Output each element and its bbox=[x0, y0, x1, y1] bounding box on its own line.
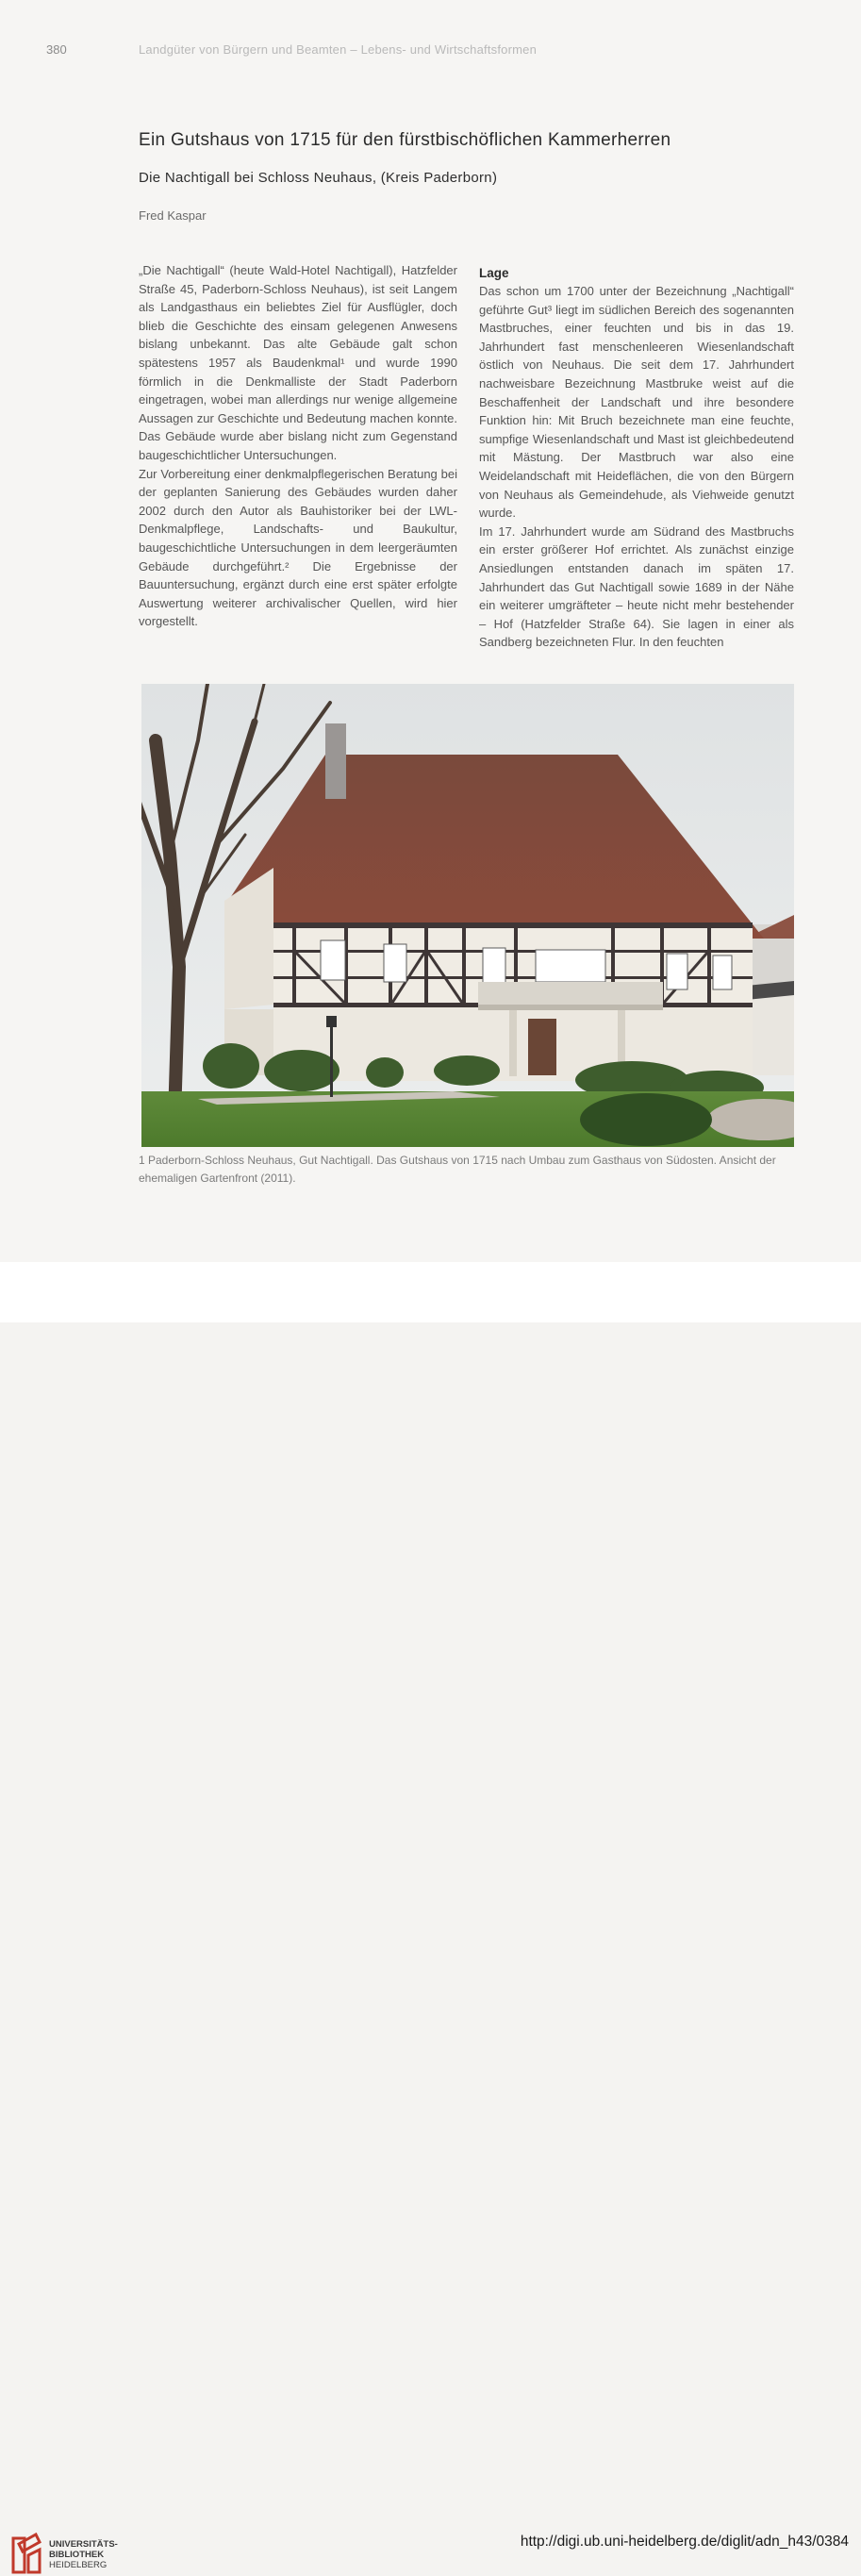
paragraph: Das schon um 1700 unter der Bezeichnung „Nachtigall“ geführte Gut³ liegt im südlichen Bereich des sogenannten Mastbruches, einer feuchten und bis in das 19. Jahrhundert fast menschenleeren Wiesenlandschaft östlich von Neuhaus. Die seit dem 17. Jahrhundert nachweisbare Bezeichnung Mastbruke weist auf die Beschaffenheit der Landschaft und ihre besondere Funktion hin: Mit Bruch bezeichnete man eine feuchte, sumpfige Wiesenlandschaft und Mast ist gleichbedeutend mit Mästung. Der Mastbruch war also eine Weidelandschaft mit Heideflächen, die von den Bürgern von Neuhaus als Gemeindehude, als Viehweide genutzt wurde. bbox=[479, 284, 794, 521]
library-name-line: HEIDELBERG bbox=[49, 2560, 108, 2570]
page-number: 380 bbox=[46, 42, 67, 57]
right-text-column bbox=[479, 265, 794, 652]
library-name bbox=[49, 2539, 118, 2570]
source-url[interactable]: http://digi.ub.uni-heidelberg.de/diglit/adn_h43/0384 bbox=[520, 2534, 849, 2550]
house-photograph bbox=[141, 684, 794, 1147]
paragraph: Im 17. Jahrhundert wurde am Südrand des Mastbruchs ein erster größerer Hof errichtet. Als zunächst einzige Ansiedlungen entstanden danach im späten 17. Jahrhundert das Gut Nachtigall sowie 1689 in der Nähe ein weiterer umgräfteter – heute nicht mehr bestehender – Hof (Hatzfelder Straße 64). Sie lagen in einer als Sandberg bezeichneten Flur. In den feuchten bbox=[479, 524, 794, 650]
left-text-column bbox=[139, 261, 457, 631]
paragraph: „Die Nachtigall“ (heute Wald-Hotel Nachtigall), Hatzfelder Straße 45, Paderborn-Schloss Neuhaus), ist seit Langem als Landgasthaus ein beliebtes Ziel für Ausflügler, doch blieb die Geschichte des einsam gelegenen Anwesens bislang unbekannt. Das alte Gebäude galt schon spätestens 1957 als Baudenkmal¹ und wurde 1990 förmlich in die Denkmalliste der Stadt Paderborn eingetragen, wobei man allerdings nur wenige allgemeine Aussagen zur Geschichte und Bedeutung machen konnte. Das Gebäude wurde aber bislang nicht zum Gegenstand baugeschichtlicher Untersuchungen. bbox=[139, 263, 457, 462]
digitization-footer bbox=[0, 1262, 861, 2570]
section-heading: Lage bbox=[479, 266, 509, 280]
paragraph: Zur Vorbereitung einer denkmalpflegerischen Beratung bei der geplanten Sanierung des Gebäudes wurden daher 2002 durch den Autor als Bauhistoriker bei der LWL-Denkmalpflege, Landschafts- und Baukultur, baugeschichtliche Untersuchungen in dem leergeräumten Gebäude durchgeführt.² Die Ergebnisse der Bauuntersuchung, ergänzt durch eine erst später erfolgte Auswertung weiterer archivalischer Quellen, wird hier vorgestellt. bbox=[139, 466, 457, 629]
library-logo-icon bbox=[9, 2531, 43, 2576]
article-author: Fred Kaspar bbox=[139, 208, 207, 223]
library-name-line: BIBLIOTHEK bbox=[49, 2550, 105, 2560]
article-title: Ein Gutshaus von 1715 für den fürstbischöflichen Kammerherren bbox=[139, 130, 671, 150]
figure-caption: 1 Paderborn-Schloss Neuhaus, Gut Nachtigall. Das Gutshaus von 1715 nach Umbau zum Gasthaus von Südosten. Ansicht der ehemaligen Gartenfront (2011). bbox=[139, 1154, 776, 1185]
library-name-line: UNIVERSITÄTS- bbox=[49, 2539, 118, 2550]
book-page bbox=[0, 0, 861, 1262]
running-title: Landgüter von Bürgern und Beamten – Lebens- und Wirtschaftsformen bbox=[139, 42, 538, 57]
article-subtitle: Die Nachtigall bei Schloss Neuhaus, (Kreis Paderborn) bbox=[139, 170, 498, 186]
